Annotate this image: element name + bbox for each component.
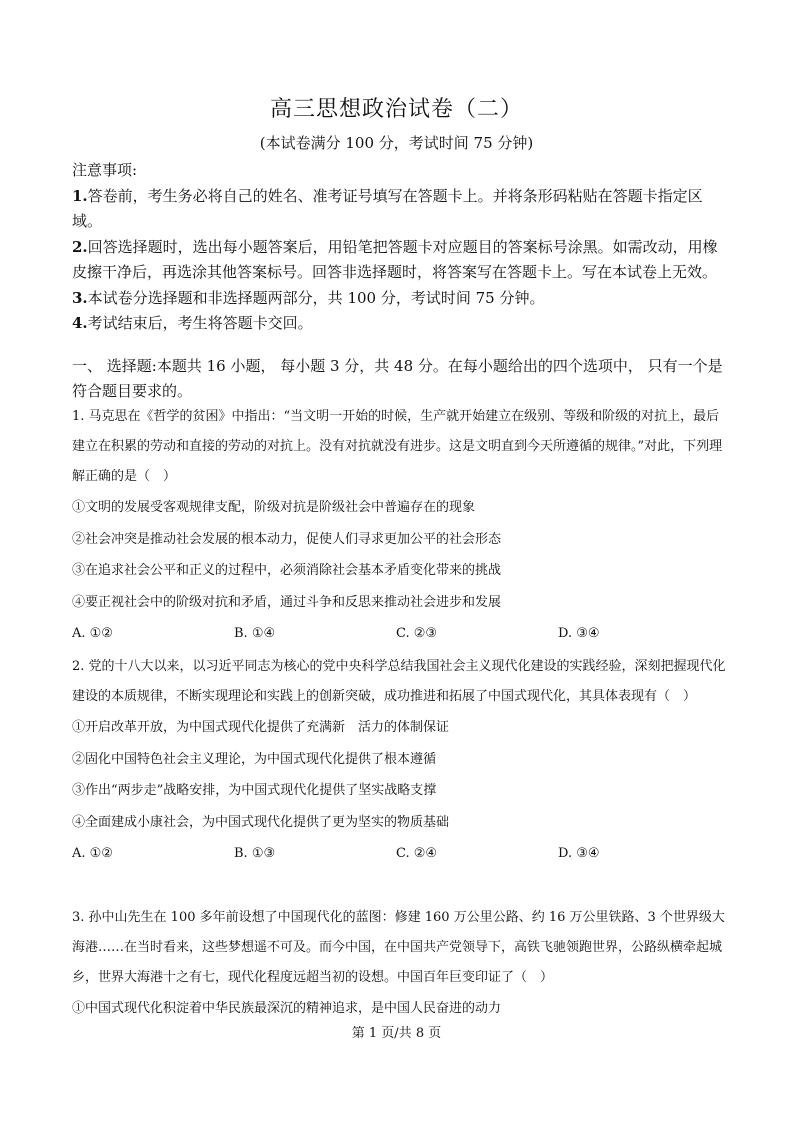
question-option: ④要正视社会中的阶级对抗和矛盾，通过斗争和反思来推动社会进步和发展 [72, 594, 502, 610]
question-option: ②社会冲突是推动社会发展的根本动力，促使人们寻求更加公平的社会形态 [72, 531, 502, 547]
question-1 [72, 402, 732, 649]
question-option: ②固化中国特色社会主义理论，为中国式现代化提供了根本遵循 [72, 751, 437, 767]
choice-c: C. ②③ [396, 626, 438, 641]
note-item: 1.答卷前，考生务必将自己的姓名、准考证号填写在答题卡上。并将条形码粘贴在答题卡指定区域。 [72, 186, 703, 230]
question-2 [72, 652, 732, 869]
page-number: 第 1 页/共 8 页 [351, 1026, 442, 1041]
section-heading: 一、 选择题:本题共 16 小题， 每小题 3 分，共 48 分。在每小题给出的四个选项中， 只有一个是符合题目要求的。 [72, 357, 723, 400]
exam-subtitle: (本试卷满分 100 分，考试时间 75 分钟) [259, 134, 534, 152]
note-item: 2.回答选择题时，选出每小题答案后，用铅笔把答题卡对应题目的答案标号涂黑。如需改动，用橡皮擦干净后，再选涂其他答案标号。回答非选择题时，将答案写在答题卡上。写在本试卷上无效。 [72, 237, 718, 281]
question-option: ④全面建成小康社会，为中国式现代化提供了更为坚实的物质基础 [72, 814, 450, 830]
choice-a: A. ①② [72, 846, 113, 861]
question-stem: 1. 马克思在《哲学的贫困》中指出：“当文明一开始的时候，生产就开始建立在级别、等级和阶级的对抗上，最后建立在积累的劳动和直接的劳动的对抗上。没有对抗就没有进步。这是文明直到今天所遵循的规律。”对此，下列理解正确的是（ ） [72, 409, 723, 484]
question-option: ①文明的发展受客观规律支配，阶级对抗是阶级社会中普遍存在的现象 [72, 500, 476, 515]
question-option: ③作出“两步走”战略安排，为中国式现代化提供了坚实战略支撑 [72, 783, 437, 798]
note-item: 3.本试卷分选择题和非选择题两部分，共 100 分，考试时间 75 分钟。 [72, 288, 545, 307]
question-stem: 2. 党的十八大以来，以习近平同志为核心的党中央科学总结我国社会主义现代化建设的实践经验，深刻把握现代化建设的本质规律，不断实现理论和实践上的创新突破，成功推进和拓展了中国式现代化，其具体表现有（ ） [72, 659, 726, 704]
question-option: ③在追求社会公平和正义的过程中，必须消除社会基本矛盾变化带来的挑战 [72, 563, 502, 578]
choice-d: D. ③④ [558, 846, 600, 861]
question-option: ①中国式现代化积淀着中华民族最深沉的精神追求，是中国人民奋进的动力 [72, 1001, 502, 1016]
question-3 [72, 903, 732, 1025]
question-option: ①开启改革开放，为中国式现代化提供了充满新 活力的体制保证 [72, 720, 450, 735]
answer-choices [72, 838, 732, 869]
note-item: 4.考试结束后，考生将答题卡交回。 [72, 314, 313, 332]
choice-d: D. ③④ [558, 626, 600, 641]
notes-heading: 注意事项: [72, 161, 138, 179]
choice-a: A. ①② [72, 626, 113, 641]
choice-c: C. ②④ [396, 846, 438, 861]
question-stem: 3. 孙中山先生在 100 多年前设想了中国现代化的蓝图：修建 160 万公里公路、约 16 万公里铁路、3 个世界级大海港……在当时看来，这些梦想遥不可及。而今中国，在中国共产党领导下，高铁飞驰领跑世界，公路纵横牵起城乡，世界大海港十之有七，现代化程度远超当初的设想。中国百年巨变印证了（ ） [72, 910, 725, 985]
notes-block [72, 158, 732, 337]
choice-b: B. ①④ [234, 626, 276, 641]
answer-choices [72, 618, 732, 649]
choice-b: B. ①③ [234, 846, 276, 861]
exam-title: 高三思想政治试卷（二） [269, 97, 523, 122]
